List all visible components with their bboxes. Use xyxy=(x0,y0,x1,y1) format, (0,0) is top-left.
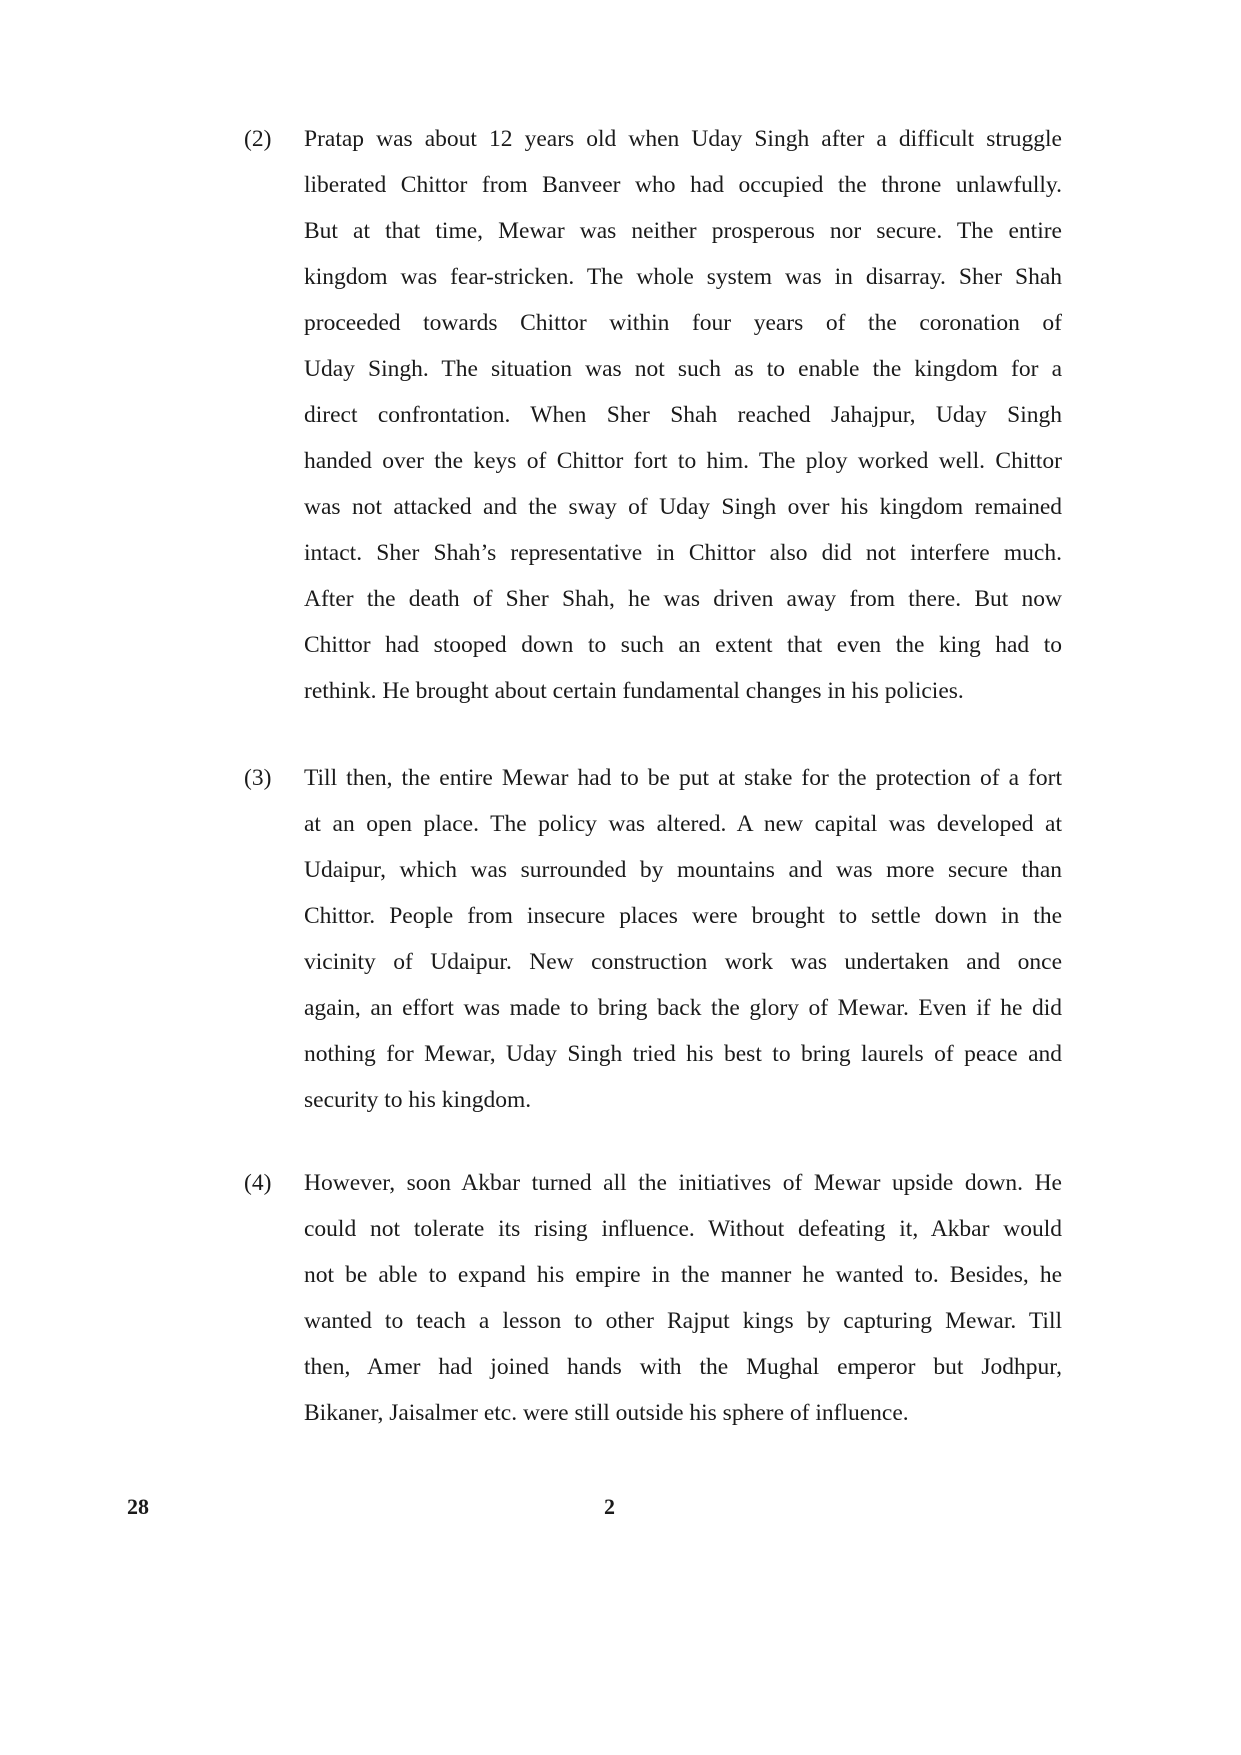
text-line: rethink. He brought about certain fundamental changes in his policies. xyxy=(304,678,964,704)
text-line: direct confrontation. When Sher Shah reached Jahajpur, Uday Singh xyxy=(304,402,1062,428)
paragraph-number: (3) xyxy=(244,765,272,791)
text-line: But at that time, Mewar was neither prosperous nor secure. The entire xyxy=(304,218,1062,244)
text-line: vicinity of Udaipur. New construction work was undertaken and once xyxy=(304,949,1062,975)
text-line: proceeded towards Chittor within four years of the coronation of xyxy=(304,310,1062,336)
text-line: intact. Sher Shah’s representative in Chittor also did not interfere much. xyxy=(304,540,1062,566)
text-line: again, an effort was made to bring back the glory of Mewar. Even if he did xyxy=(304,995,1062,1021)
paragraph-body xyxy=(304,116,1062,714)
text-line: liberated Chittor from Banveer who had occupied the throne unlawfully. xyxy=(304,172,1062,198)
paragraph-number: (2) xyxy=(244,126,272,152)
text-line: Udaipur, which was surrounded by mountains and was more secure than xyxy=(304,857,1062,883)
text-line: Chittor had stooped down to such an extent that even the king had to xyxy=(304,632,1062,658)
text-line: Chittor. People from insecure places were brought to settle down in the xyxy=(304,903,1062,929)
paragraph-number: (4) xyxy=(244,1170,272,1196)
text-line: security to his kingdom. xyxy=(304,1087,532,1113)
text-line: kingdom was fear-stricken. The whole system was in disarray. Sher Shah xyxy=(304,264,1062,290)
text-line: Till then, the entire Mewar had to be put at stake for the protection of a fort xyxy=(304,765,1062,791)
text-line: could not tolerate its rising influence. Without defeating it, Akbar would xyxy=(304,1216,1062,1242)
text-line: handed over the keys of Chittor fort to him. The ploy worked well. Chittor xyxy=(304,448,1062,474)
text-line: nothing for Mewar, Uday Singh tried his best to bring laurels of peace and xyxy=(304,1041,1062,1067)
text-line: Pratap was about 12 years old when Uday Singh after a difficult struggle xyxy=(304,126,1062,152)
paragraph-body xyxy=(304,1160,1062,1436)
text-line: not be able to expand his empire in the manner he wanted to. Besides, he xyxy=(304,1262,1062,1288)
text-line: wanted to teach a lesson to other Rajput kings by capturing Mewar. Till xyxy=(304,1308,1062,1334)
text-line: then, Amer had joined hands with the Mughal emperor but Jodhpur, xyxy=(304,1354,1062,1380)
text-line: at an open place. The policy was altered. A new capital was developed at xyxy=(304,811,1062,837)
text-line: After the death of Sher Shah, he was driven away from there. But now xyxy=(304,586,1062,612)
text-line: However, soon Akbar turned all the initiatives of Mewar upside down. He xyxy=(304,1170,1062,1196)
text-line: Uday Singh. The situation was not such as to enable the kingdom for a xyxy=(304,356,1062,382)
footer-code: 28 xyxy=(127,1494,149,1519)
paragraph-body xyxy=(304,755,1062,1123)
page-number: 2 xyxy=(604,1494,615,1519)
text-line: Bikaner, Jaisalmer etc. were still outside his sphere of influence. xyxy=(304,1400,909,1426)
text-line: was not attacked and the sway of Uday Singh over his kingdom remained xyxy=(304,494,1062,520)
